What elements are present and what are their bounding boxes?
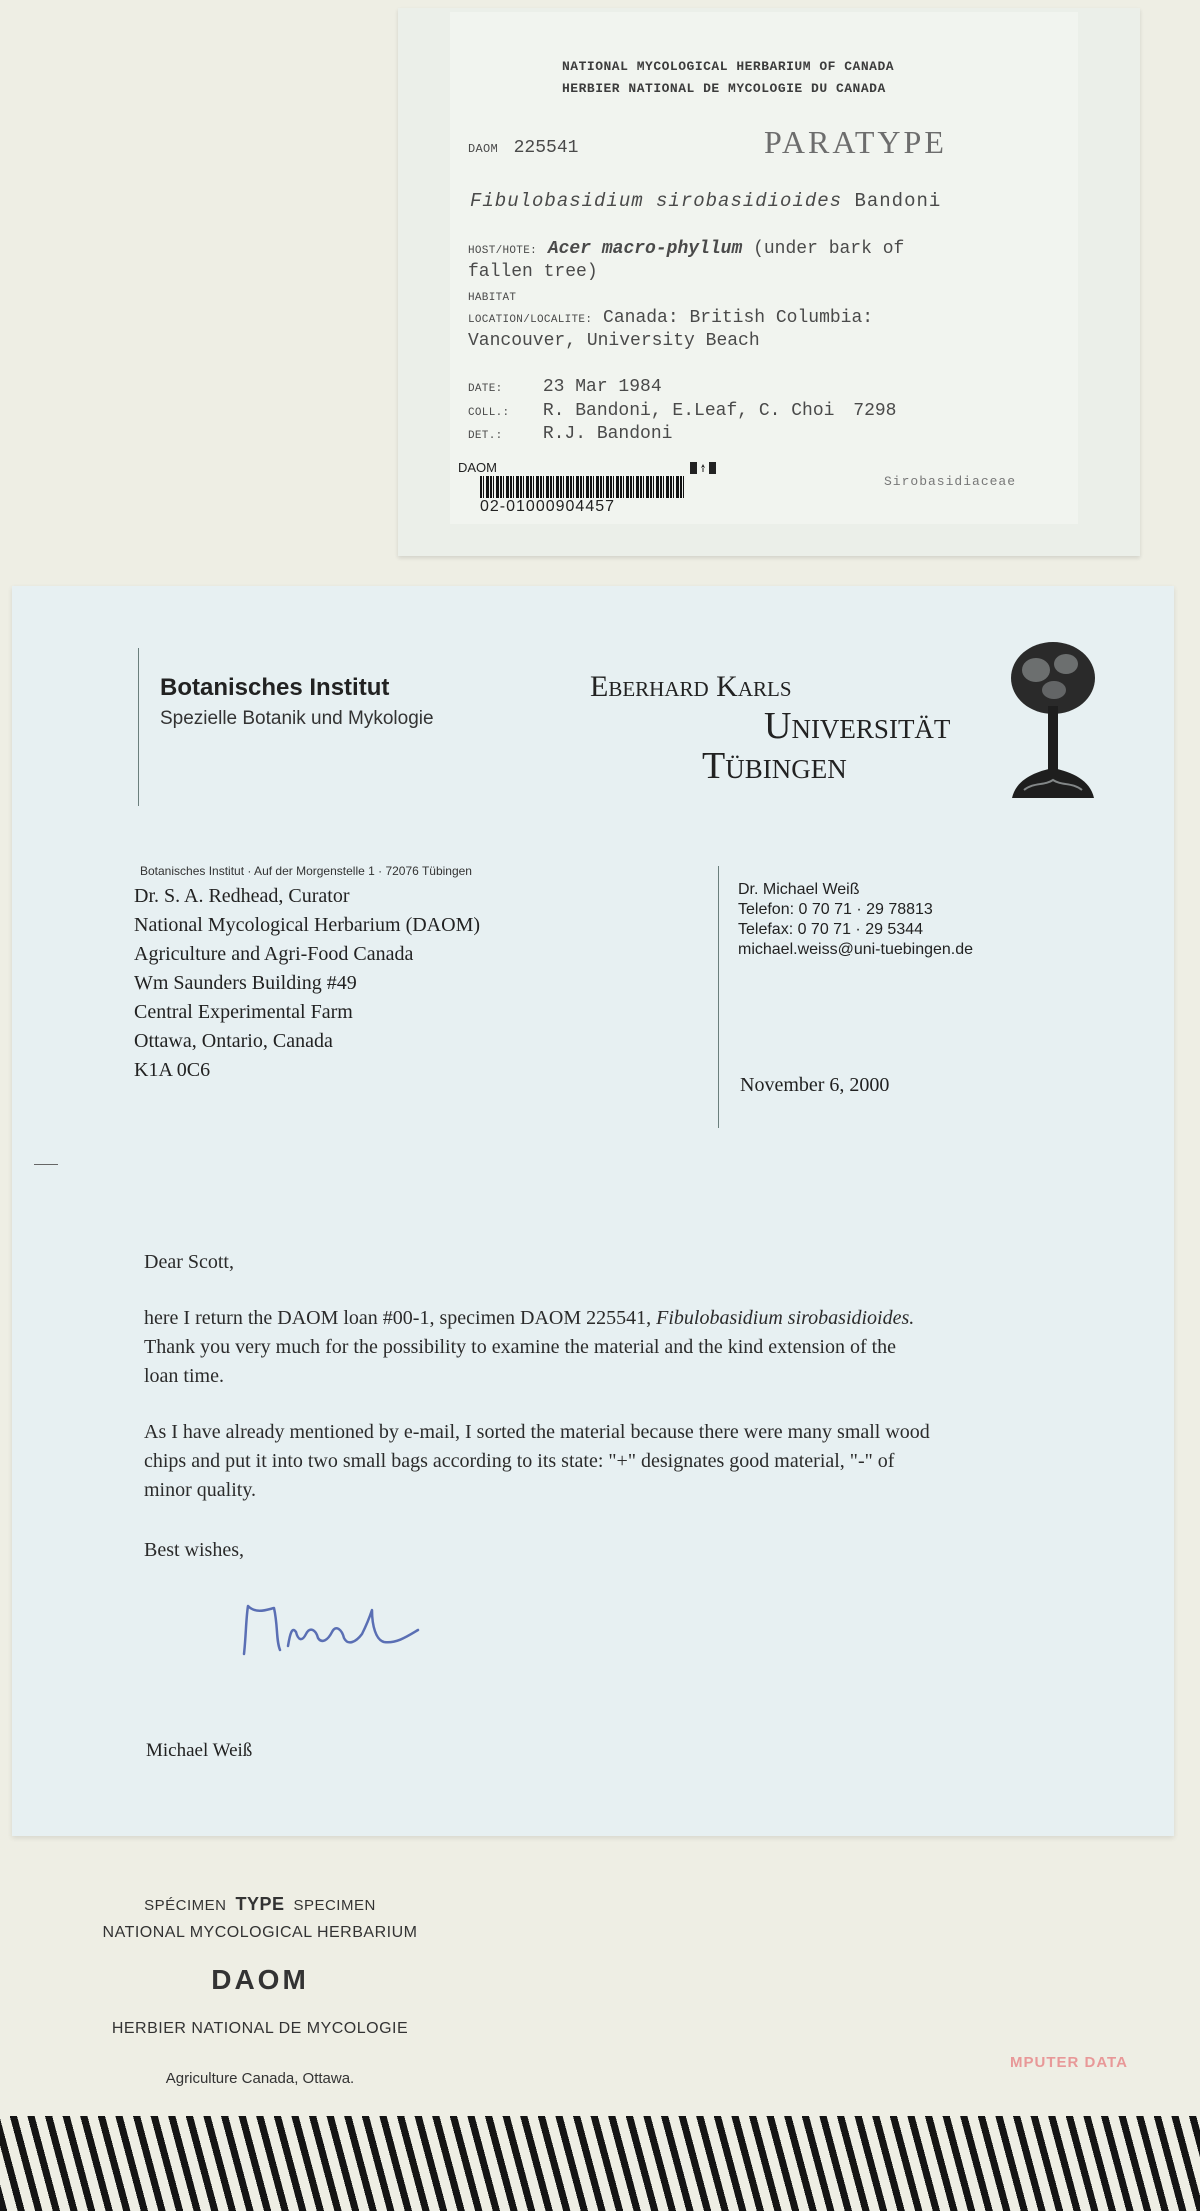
sender-address: Botanisches Institut · Auf der Morgenstelle 1 · 72076 Tübingen (140, 864, 472, 878)
herbarium-header (562, 56, 894, 100)
host-species: Acer macro-phyllum (547, 239, 743, 259)
salutation: Dear Scott, (144, 1251, 234, 1273)
closing: Best wishes, (144, 1539, 244, 1561)
family-name: Sirobasidiaceae (884, 474, 1017, 489)
collector-row (468, 400, 897, 425)
location-line2: Vancouver, University Beach (468, 331, 760, 351)
contact-fax: Telefax: 0 70 71 · 29 5344 (738, 921, 924, 938)
determiner-row (468, 423, 672, 448)
bottom-stripe-border (0, 2116, 1200, 2211)
daom-number-row (468, 138, 578, 158)
contact-phone: Telefon: 0 70 71 · 29 78813 (738, 901, 933, 918)
host-row (468, 238, 904, 263)
contact-name: Dr. Michael Weiß (738, 881, 860, 898)
barcode-label: DAOM (458, 460, 497, 475)
university-line3: Tübingen (702, 745, 847, 787)
barcode-sticker (458, 460, 698, 520)
recipient-address (134, 882, 480, 1085)
recipient-line: Ottawa, Ontario, Canada (134, 1030, 333, 1052)
canada-flag-icon (690, 462, 716, 474)
paragraph-2 (144, 1418, 1044, 1505)
institute-subtitle: Spezielle Botanik und Mykologie (160, 708, 434, 729)
header-french: HERBIER NATIONAL DE MYCOLOGIE DU CANADA (562, 81, 886, 96)
handwritten-signature (236, 1596, 426, 1662)
stamp-specimen-en: SPECIMEN (293, 1897, 376, 1914)
institute-name: Botanisches Institut (160, 674, 390, 701)
species-author: Bandoni (854, 190, 942, 212)
location-row (468, 307, 873, 332)
barcode-number: 02-01000904457 (480, 498, 616, 515)
stamp-specimen-fr: SPÉCIMEN (144, 1897, 227, 1914)
packet-label-content (0, 0, 1200, 560)
date-value: 23 Mar 1984 (542, 377, 662, 397)
university-line1: Eberhard Karls (590, 670, 792, 703)
university-tree-logo-icon (1004, 640, 1102, 808)
barcode-bars (480, 476, 686, 498)
stamp-daom: DAOM (211, 1964, 309, 1995)
paragraph-line: chips and put it into two small bags according to its state: "+" designates good material, "-" of (144, 1450, 895, 1472)
contact-block (738, 880, 973, 960)
fold-mark (34, 1164, 58, 1165)
coll-number: 7298 (853, 401, 897, 421)
recipient-line: K1A 0C6 (134, 1059, 211, 1081)
det-value: R.J. Bandoni (542, 424, 673, 444)
recipient-line: Agriculture and Agri-Food Canada (134, 943, 414, 965)
species-row (470, 190, 941, 213)
stamp-line4: HERBIER NATIONAL DE MYCOLOGIE (111, 2020, 409, 2037)
location-label: LOCATION/LOCALITE: (468, 314, 593, 326)
para1-species: Fibulobasidium sirobasidioides. (656, 1307, 915, 1329)
header-english: NATIONAL MYCOLOGICAL HERBARIUM OF CANADA (562, 59, 895, 74)
location-value: Canada: British Columbia: (603, 308, 874, 328)
det-label: DET.: (468, 430, 503, 442)
date-label: DATE: (468, 383, 503, 395)
host-note-2: fallen tree) (468, 262, 598, 282)
paragraph-line: loan time. (144, 1365, 224, 1387)
stamp-line1 (120, 1894, 400, 1915)
date-row (468, 376, 662, 401)
contact-rule (718, 866, 719, 1128)
coll-value: R. Bandoni, E.Leaf, C. Choi (542, 401, 835, 421)
type-status: PARATYPE (764, 124, 947, 160)
stamp-type: TYPE (235, 1894, 285, 1914)
para1-lead: here I return the DAOM loan #00-1, specimen DAOM 225541, (144, 1307, 652, 1329)
paragraph-line: Thank you very much for the possibility to examine the material and the kind extension of the (144, 1336, 897, 1358)
university-line2: Universität (764, 705, 951, 747)
host-note: (under bark of (753, 239, 905, 259)
contact-email: michael.weiss@uni-tuebingen.de (738, 941, 974, 958)
stamp-line2: NATIONAL MYCOLOGICAL HERBARIUM (102, 1924, 418, 1941)
recipient-line: National Mycological Herbarium (DAOM) (134, 914, 481, 936)
coll-label: COLL.: (468, 407, 510, 419)
species-name: Fibulobasidium sirobasidioides (470, 190, 843, 212)
signer-name: Michael Weiß (146, 1740, 253, 1761)
daom-label: DAOM (468, 142, 499, 156)
habitat-label: HABITAT (468, 292, 517, 304)
paragraph-1 (144, 1304, 1044, 1391)
letter-sheet (12, 586, 1174, 1836)
daom-number: 225541 (513, 138, 579, 158)
paragraph-line: As I have already mentioned by e-mail, I sorted the material because there were many small wood (144, 1421, 930, 1443)
computer-data-stamp: MPUTER DATA (1010, 2054, 1128, 2071)
recipient-line: Central Experimental Farm (134, 1001, 353, 1023)
recipient-line: Dr. S. A. Redhead, Curator (134, 885, 350, 907)
paragraph-line: minor quality. (144, 1479, 257, 1501)
letter-date: November 6, 2000 (740, 1074, 890, 1096)
header-rule (138, 648, 139, 806)
host-label: HOST/HOTE: (468, 245, 538, 257)
recipient-line: Wm Saunders Building #49 (134, 972, 357, 994)
stamp-line5: Agriculture Canada, Ottawa. (165, 2070, 355, 2087)
paragraph-line (144, 1304, 1044, 1333)
